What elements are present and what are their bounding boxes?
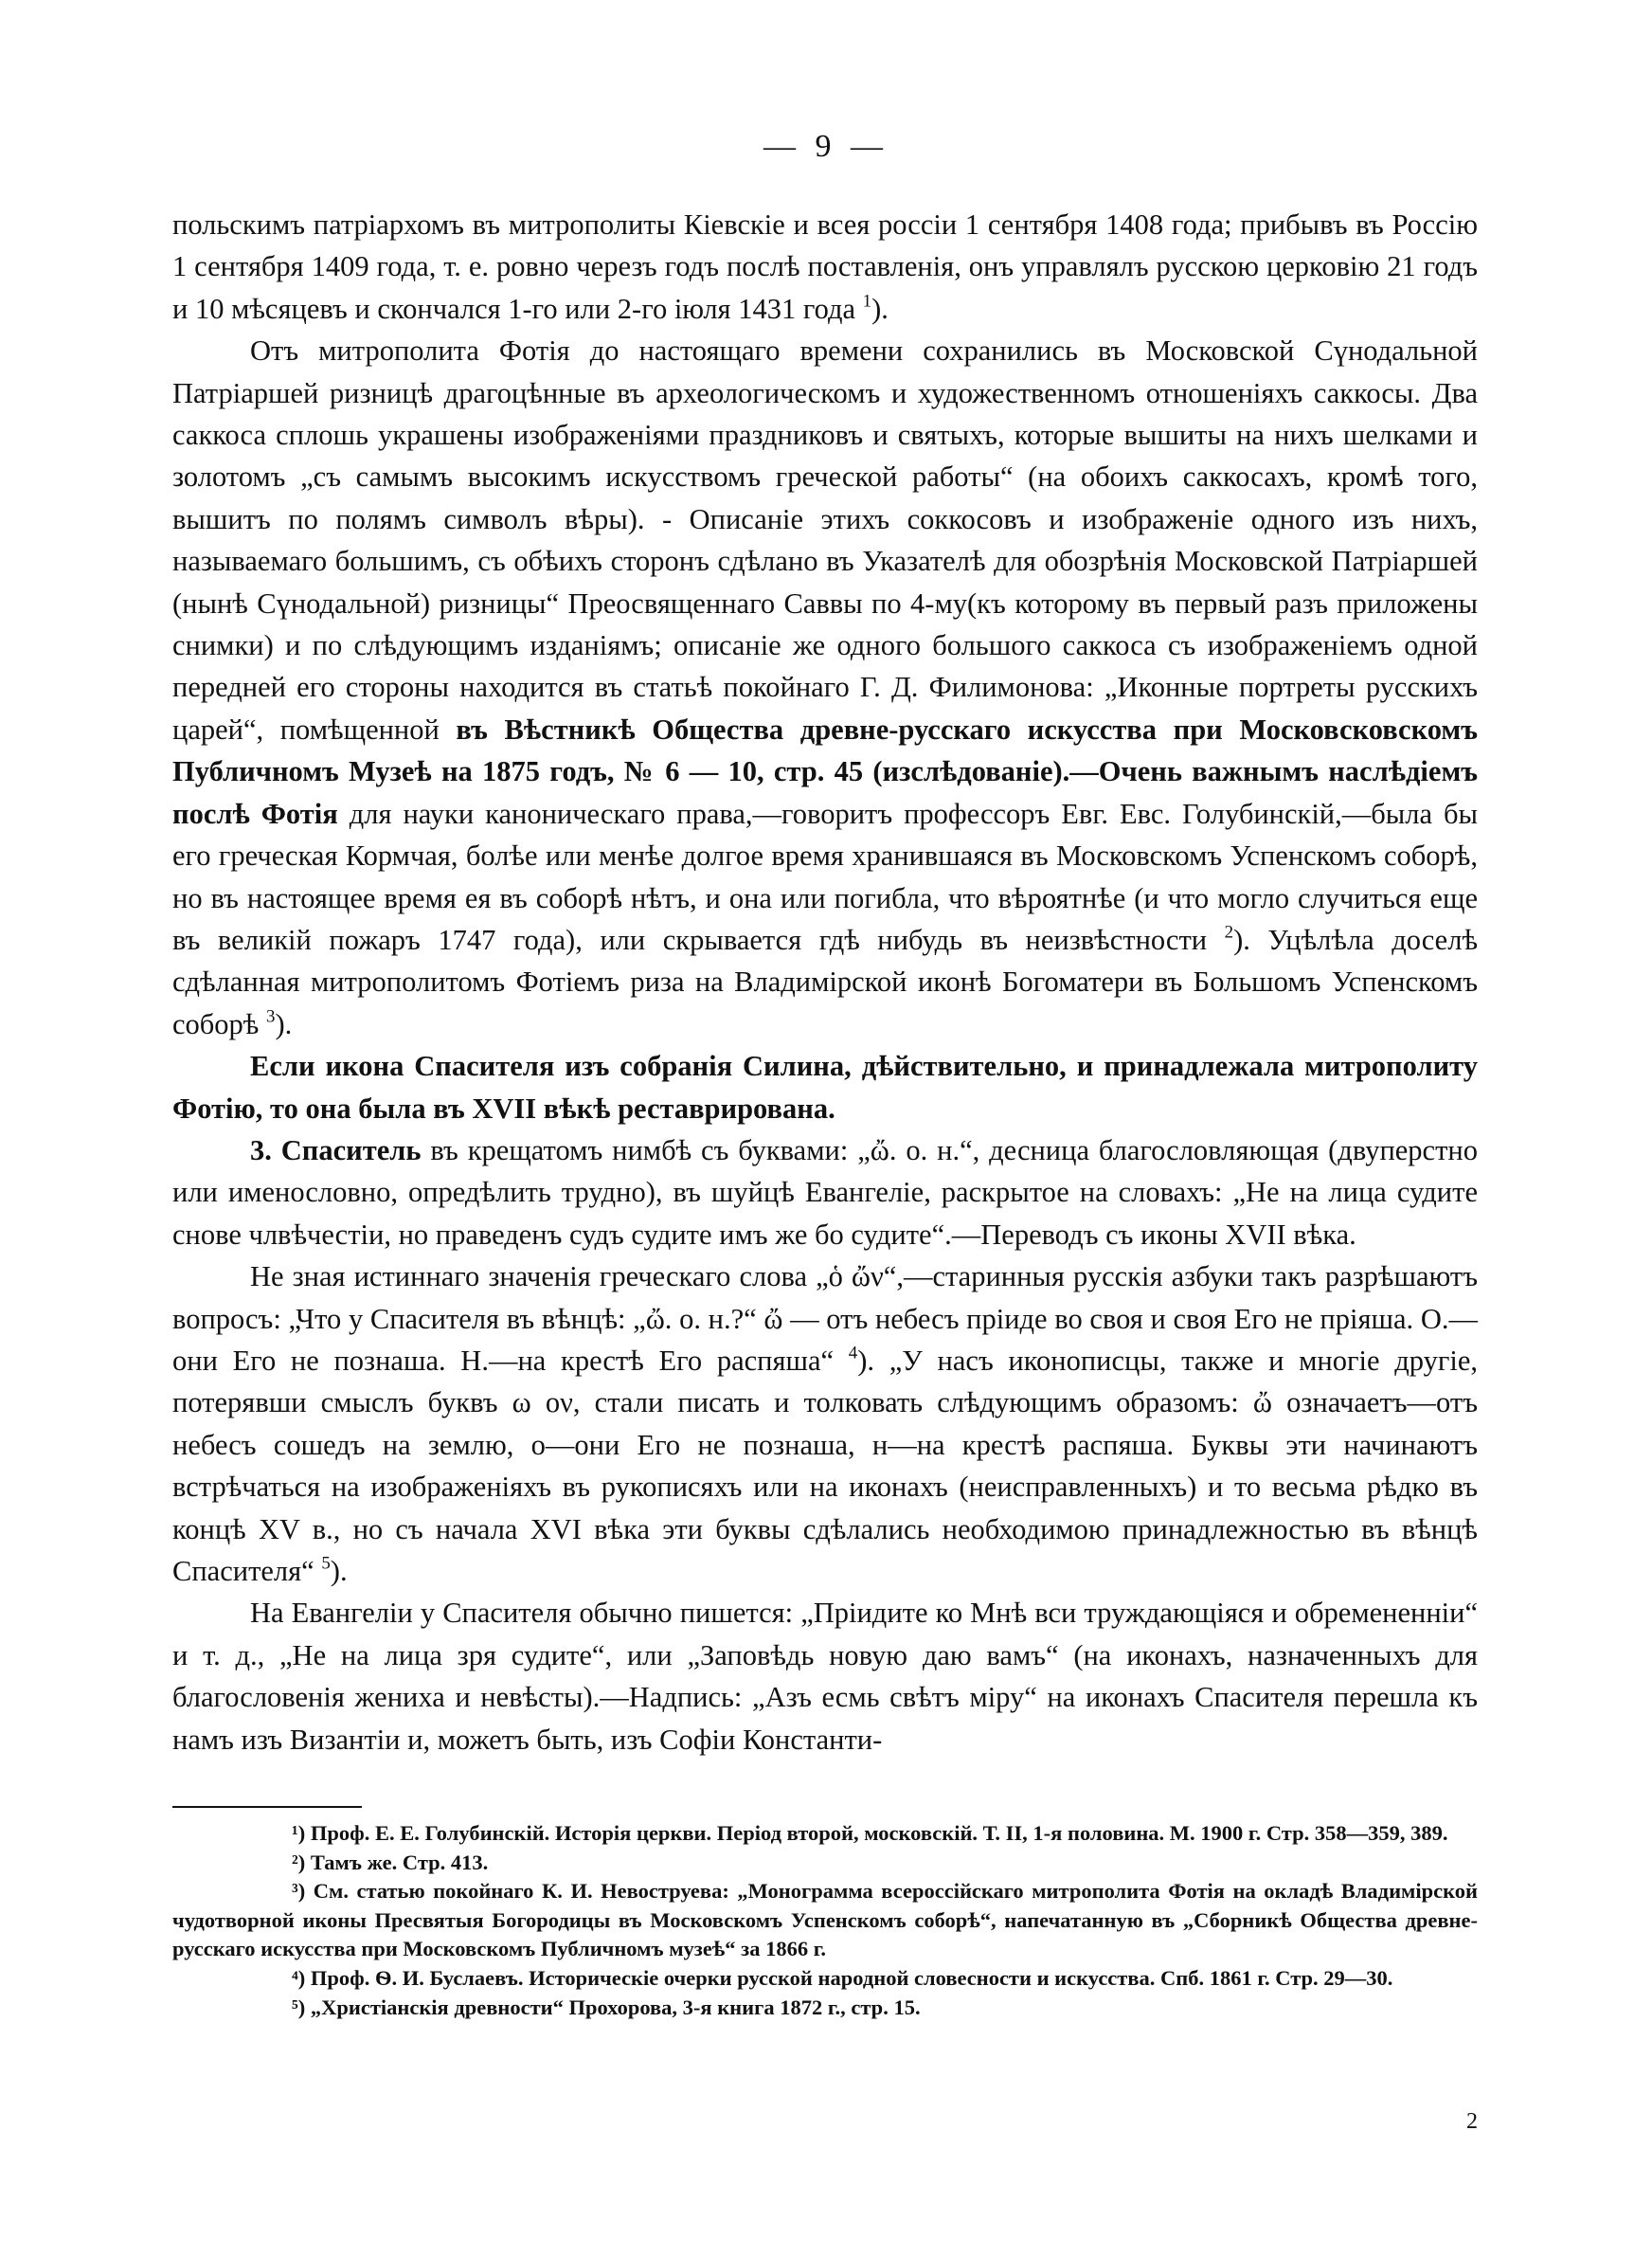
text-run: На Евангеліи у Спасителя обычно пишется: „Пріидите ко Мнѣ вси труждающіяся и обремененніи“ и т. д., „Не на лица зря судите“, или „Заповѣдь новую даю вамъ“ (на иконахъ, назначенныхъ для благословенія жениха и невѣсты).—Надпись: „Азъ есмь свѣтъ міру“ на иконахъ Спасителя перешла къ намъ изъ Византіи и, можетъ быть, изъ Софіи Константи- [172,1597,1478,1756]
paragraph-3 [172,1045,1478,1129]
text-run: ). [871,292,889,325]
footnote-ref: 5 [321,1553,331,1574]
paragraph-1 [172,204,1478,330]
bold-run: въ Вѣстникѣ Общества древне-русскаго искусства при Московсковскомъ Публичномъ Музеѣ на 1875 годъ, № 6 — 10, стр. 45 (изслѣдованіе).—Очень важнымъ наслѣдіемъ послѣ Фотія [172,713,1478,830]
paragraph-4 [172,1129,1478,1255]
paragraph-6 [172,1592,1478,1760]
footnote-1: ¹) Проф. Е. Е. Голубинскій. Исторія церкви. Період второй, московскій. Т. II, 1-я половина. М. 1900 г. Стр. 358—359, 389. [292,1821,1448,1845]
text-run: польскимъ патріархомъ въ митрополиты Кіевскіе и всея россіи 1 сентября 1408 года; прибывъ въ Россію 1 сентября 1409 года, т. е. ровно черезъ годъ послѣ поставленія, онъ управлялъ русскою церковію 21 годъ и 10 мѣсяцевъ и скончался 1-го или 2-го іюля 1431 года [172,208,1478,325]
footnote-ref: 3 [266,1006,276,1027]
paragraph-2 [172,330,1478,1045]
footnote-3: ³) См. статью покойнаго К. И. Невоструева: „Монограмма всероссійскаго митрополита Фотія на окладѣ Владимірской чудотворной иконы Пресвятыя Богородицы въ Московскомъ Успенскомъ соборѣ“, напечатанную въ „Сборникѣ Общества древне-русскаго искусства при Московскомъ Публичномъ музеѣ“ за 1866 г. [172,1879,1478,1961]
text-run: Не зная истиннаго значенія греческаго слова „ὁ ὤν“,—старинныя русскія азбуки такъ разрѣшаютъ вопросъ: „Что у Спасителя въ вѣнцѣ: „ὤ. о. н.?“ ὤ — отъ небесъ пріиде во своя и своя Его не пріяша. О.—они Его не познаша. Н.—на крестѣ Его распяша“ [172,1260,1478,1377]
sheet-signature: 2 [1466,2109,1478,2134]
text-run: ). „У насъ иконописцы, также и многіе другіе, потерявши смыслъ буквъ ω ον, стали писать и толковать слѣдующимъ образомъ: ὤ означаетъ—отъ небесъ сошедъ на землю, о—они Его не познаша, н—на крестѣ распяша. Буквы эти начинаютъ встрѣчаться на изображеніяхъ въ рукописяхъ или на иконахъ (неисправленныхъ) и то весьма рѣдко въ концѣ XV в., но съ начала XVI вѣка эти буквы сдѣлались необходимою принадлежностью въ вѣнцѣ Спасителя“ [172,1344,1478,1587]
text-run: ). Уцѣлѣла доселѣ сдѣланная митрополитомъ Фотіемъ риза на Владимірской иконѣ Богоматери въ Большомъ Успенскомъ соборѣ [172,923,1478,1040]
text-run: ). [275,1007,293,1040]
footnote-ref: 4 [848,1343,858,1363]
paragraph-5 [172,1255,1478,1592]
footnotes [172,1819,1478,2022]
body-text [172,204,1478,1760]
page-number: — 9 — [763,129,889,164]
footnote-ref: 2 [1224,922,1234,943]
text-run: для науки каноническаго права,—говоритъ профессоръ Евг. Евс. Голубинскій,—была бы его греческая Кормчая, болѣе или менѣе долгое время хранившаяся въ Московскомъ Успенскомъ соборѣ, но въ настоящее время ея въ соборѣ нѣтъ, и она или погибла, что вѣроятнѣе (и что могло случиться еще въ великій пожаръ 1747 года), или скрывается гдѣ нибудь въ неизвѣстности [172,797,1478,956]
footnote-divider [172,1806,362,1808]
text-run: Отъ митрополита Фотія до настоящаго времени сохранились въ Московской Сүнодальной Патріаршей ризницѣ драгоцѣнные въ археологическомъ и художественномъ отношеніяхъ саккосы. Два саккоса сплошь украшены изображеніями праздниковъ и святыхъ, которые вышиты на нихъ шелками и золотомъ „съ самымъ высокимъ искусствомъ греческой работы“ (на обоихъ саккосахъ, кромѣ того, вышитъ по полямъ символъ вѣры). - Описаніе этихъ соккосовъ и изображеніе одного изъ нихъ, называемаго большимъ, съ обѣихъ сторонъ сдѣлано въ Указателѣ для обозрѣнія Московской Патріаршей (нынѣ Сүнодальной) ризницы“ Преосвященнаго Саввы по 4-му(къ которому въ первый разъ приложены снимки) и по слѣдующимъ изданіямъ; описаніе же одного большого саккоса съ изображеніемъ одной передней его стороны находится въ статьѣ покойнаго Г. Д. Филимонова: „Иконные портреты русскихъ царей“, помѣщенной [172,334,1478,746]
footnote-2: ²) Тамъ же. Стр. 413. [292,1850,489,1874]
text-run: ). [330,1555,348,1587]
bold-run: 3. Спаситель [250,1133,422,1166]
bold-run: Если икона Спасителя изъ собранія Силина, дѣйствительно, и принадлежала митрополиту Фотію, то она была въ XVII вѣкѣ реставрирована. [172,1050,1478,1125]
footnote-4: ⁴) Проф. Ѳ. И. Буслаевъ. Историческіе очерки русской народной словесности и искусства. Спб. 1861 г. Стр. 29—30. [292,1965,1393,1990]
footnote-5: ⁵) „Христіанскія древности“ Прохорова, 3-я книга 1872 г., стр. 15. [292,1995,921,2019]
footnote-ref: 1 [862,291,872,312]
text-run: въ крещатомъ нимбѣ съ буквами: „ὤ. о. н.“, десница благословляющая (двуперстно или именословно, опредѣлить трудно), въ шуйцѣ Евангеліе, раскрытое на словахъ: „Не на лица судите снове члвѣчестіи, но праведенъ судъ судите имъ же бо судите“.—Переводъ съ иконы XVII вѣка. [172,1133,1478,1251]
